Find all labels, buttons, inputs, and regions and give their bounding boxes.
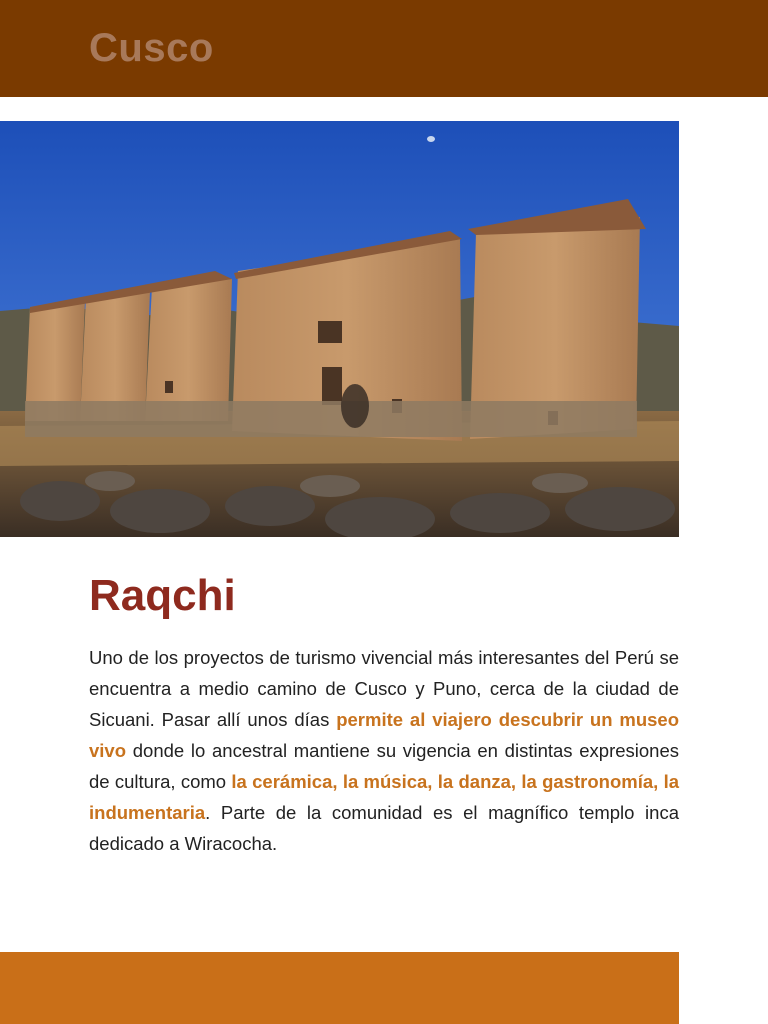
article-heading: Raqchi [89, 571, 236, 620]
highlight-1: permite al viajero descubrir un museo vivo [89, 709, 679, 761]
body-text-3: . Parte de la comunidad es el magnífico templo inca dedicado a Wiracocha. [89, 802, 679, 854]
section-title: Cusco [89, 26, 214, 70]
body-text-1: Uno de los proyectos de turismo vivencial más interesantes del Perú se encuentra a medio camino de Cusco y Puno, cerca de la ciudad de Sicuani. Pasar allí unos días [89, 647, 679, 730]
raqchi-photo [0, 121, 679, 537]
article-body [89, 642, 679, 859]
footer-bar [0, 952, 679, 1024]
body-text-2: donde lo ancestral mantiene su vigencia en distintas expresiones de cultura, como [89, 740, 679, 792]
highlight-2: la cerámica, la música, la danza, la gastronomía, la indumentaria [89, 771, 679, 823]
header-bar [0, 0, 768, 97]
